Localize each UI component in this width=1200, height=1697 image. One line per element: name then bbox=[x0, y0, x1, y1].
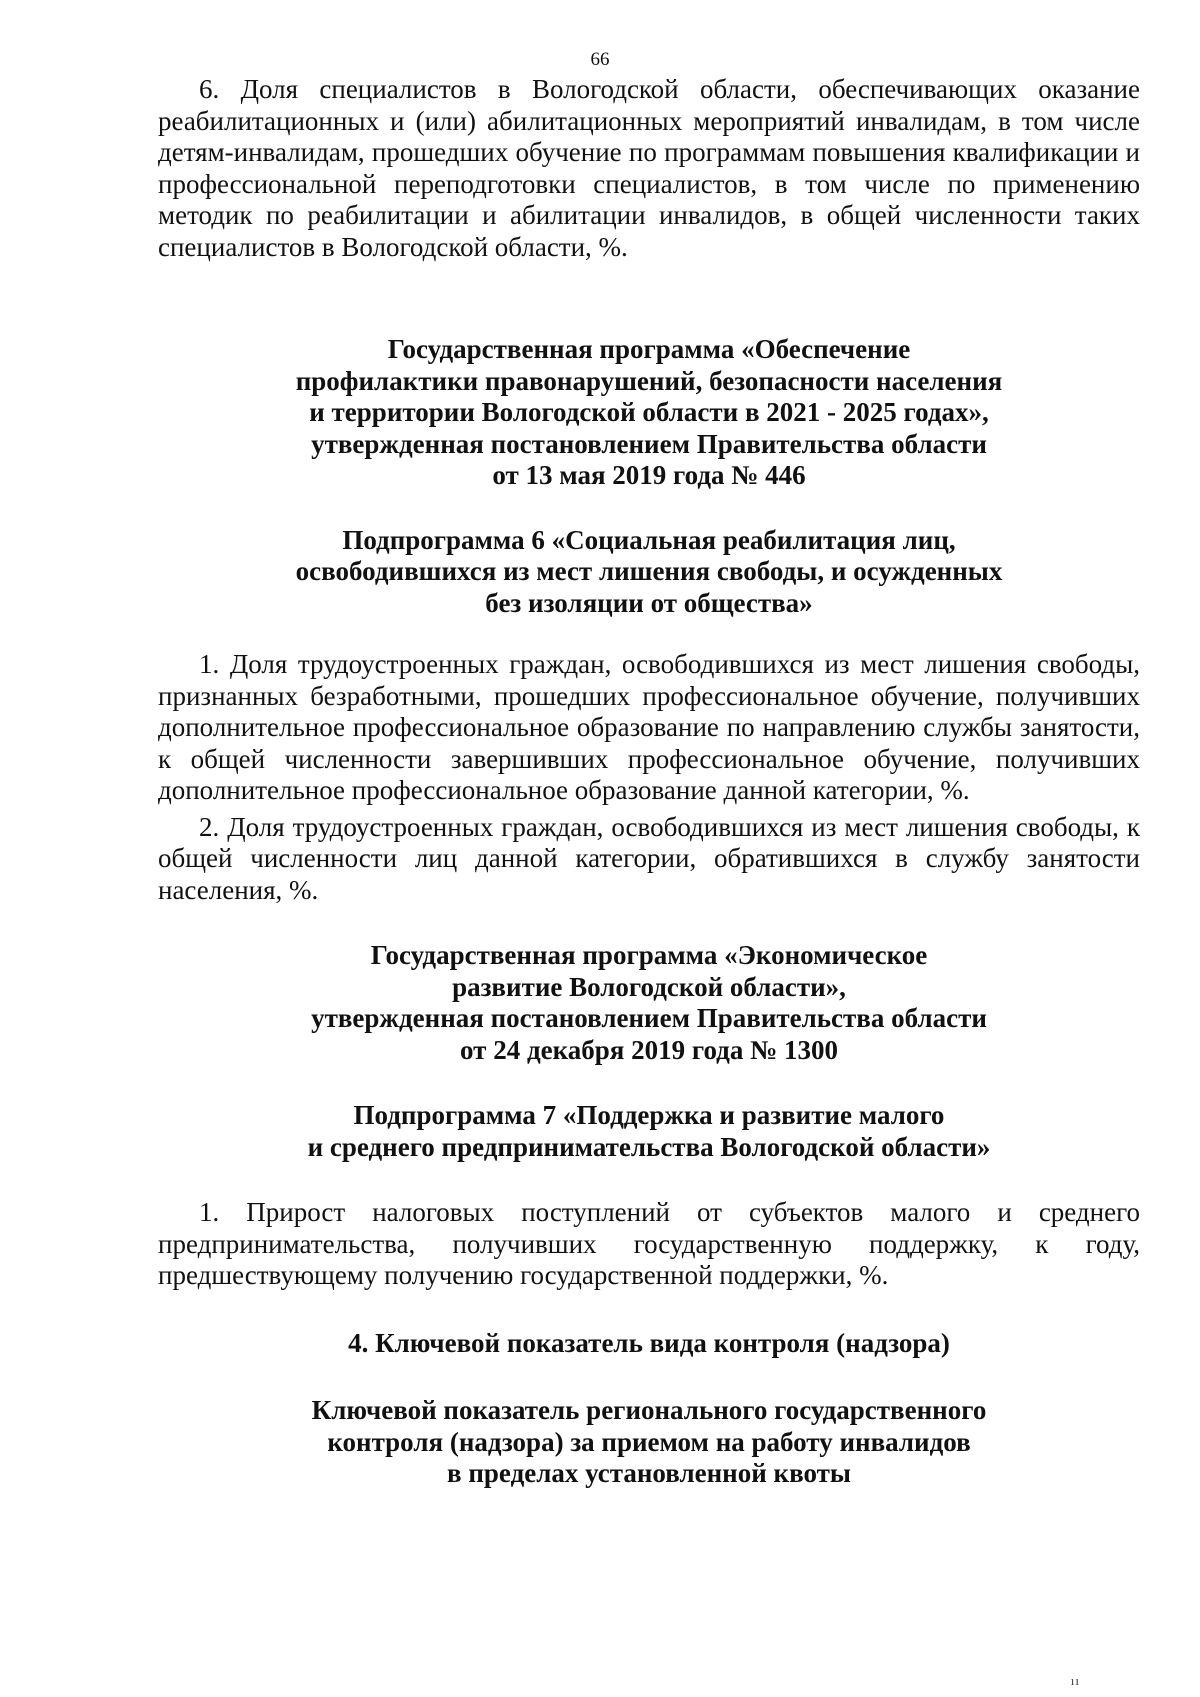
program2-heading bbox=[158, 940, 1140, 1066]
subprogram6-item-2: 2. Доля трудоустроенных граждан, освободившихся из мест лишения свободы, к общей численности лиц данной категории, обратившихся в службу занятости населения, %. bbox=[158, 811, 1140, 905]
heading-line: Ключевой показатель регионального государственного bbox=[311, 1395, 987, 1425]
heading-line: Подпрограмма 7 «Поддержка и развитие малого bbox=[353, 1100, 945, 1130]
document-page bbox=[158, 74, 1140, 1490]
page-number: 66 bbox=[590, 49, 610, 70]
key-indicator-heading bbox=[158, 1395, 1140, 1490]
heading-line: Подпрограмма 6 «Социальная реабилитация лиц, bbox=[342, 524, 956, 555]
heading-line: утвержденная постановлением Правительства области bbox=[311, 428, 987, 459]
subprogram7-heading bbox=[158, 1100, 1140, 1163]
subprogram6-heading bbox=[158, 525, 1140, 620]
heading-line: профилактики правонарушений, безопасности населения bbox=[295, 365, 1003, 396]
subprogram7-item-1: 1. Прирост налоговых поступлений от субъектов малого и среднего предпринимательства, получивших государственную поддержку, к году, предшествующему получению государственной поддержки, %. bbox=[158, 1197, 1140, 1290]
intro-paragraph: 6. Доля специалистов в Вологодской области, обеспечивающих оказание реабилитационных и (или) абилитационных мероприятий инвалидам, в том числе детям-инвалидам, прошедших обучение по программам повышения квалификации и профессиональной переподготовки специалистов, в том числе по применению методик по реабилитации и абилитации инвалидов, в общей численности таких специалистов в Вологодской области, %. bbox=[158, 74, 1140, 262]
heading-line: Государственная программа «Обеспечение bbox=[387, 334, 911, 364]
heading-line: утвержденная постановлением Правительства области bbox=[311, 1003, 987, 1033]
program1-heading bbox=[158, 334, 1140, 492]
heading-line: и территории Вологодской области в 2021 - 2025 годах», bbox=[309, 397, 989, 427]
heading-line: в пределах установленной квоты bbox=[447, 1458, 851, 1488]
heading-line: Государственная программа «Экономическое bbox=[370, 940, 928, 970]
subprogram6-item-1: 1. Доля трудоустроенных граждан, освободившихся из мест лишения свободы, признанных безработными, прошедших профессиональное обучение, получивших дополнительное профессиональное образование по направлению службы занятости, к общей численности завершивших профессиональное обучение, получивших дополнительное профессиональное образование данной категории, %. bbox=[158, 649, 1140, 805]
heading-line: освободившихся из мест лишения свободы, и осужденных bbox=[295, 556, 1003, 586]
heading-line: контроля (надзора) за приемом на работу инвалидов bbox=[327, 1426, 971, 1457]
heading-line: и среднего предпринимательства Вологодской области» bbox=[307, 1131, 991, 1162]
section4-heading bbox=[158, 1328, 1140, 1360]
heading-line: развитие Вологодской области», bbox=[452, 971, 846, 1002]
heading-line: от 13 мая 2019 года № 446 bbox=[492, 460, 806, 490]
scan-corner-mark: ıı bbox=[1070, 1673, 1080, 1688]
heading-line: 4. Ключевой показатель вида контроля (надзора) bbox=[348, 1327, 950, 1358]
heading-line: без изоляции от общества» bbox=[485, 587, 813, 618]
heading-line: от 24 декабря 2019 года № 1300 bbox=[460, 1034, 838, 1065]
